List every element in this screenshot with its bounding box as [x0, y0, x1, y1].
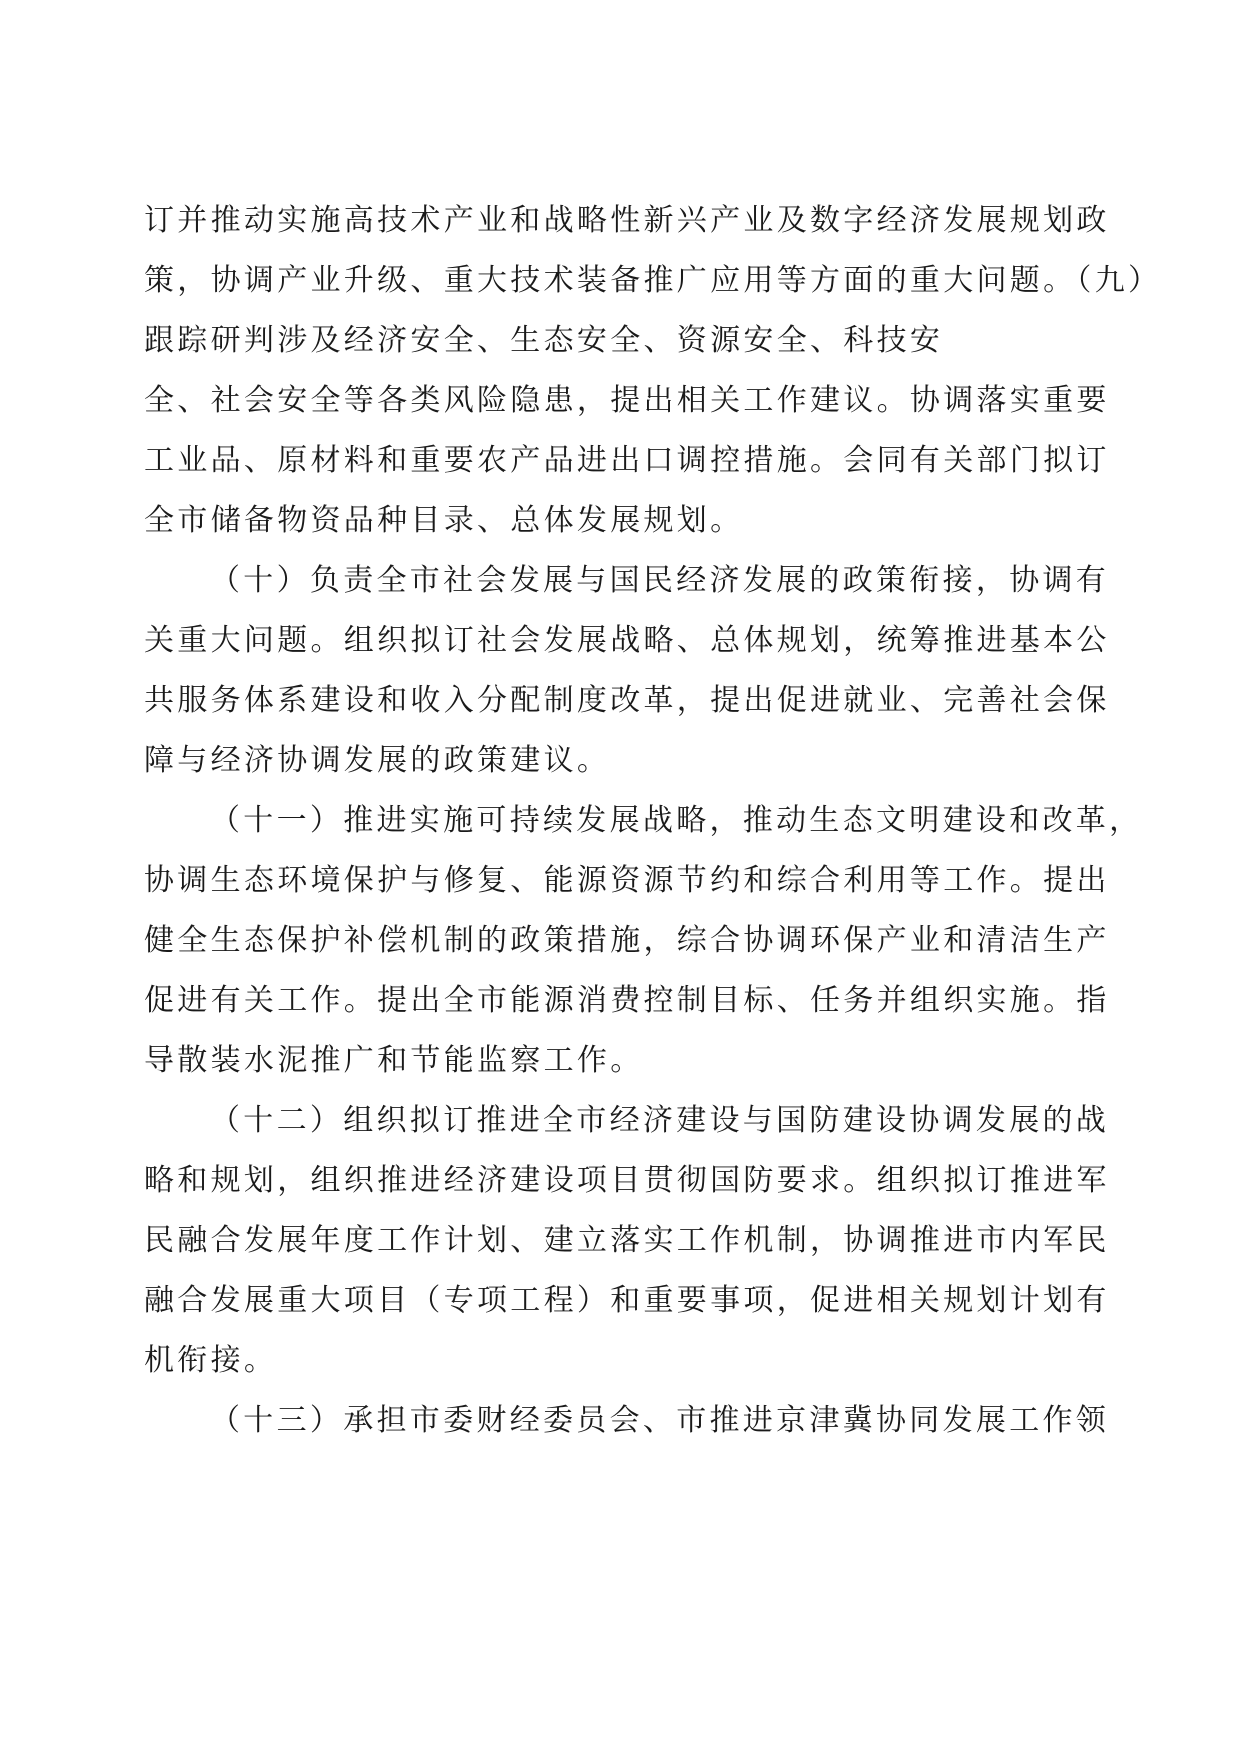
text-line: 协调生态环境保护与修复、能源资源节约和综合利用等工作。提出 [144, 863, 1110, 898]
text-line: 机衔接。 [144, 1343, 278, 1378]
text-line: 促进有关工作。提出全市能源消费控制目标、任务并组织实施。指 [144, 983, 1110, 1018]
text-line: 工业品、原材料和重要农产品进出口调控措施。会同有关部门拟订 [144, 443, 1110, 478]
text-line: 全市储备物资品种目录、总体发展规划。 [144, 503, 744, 538]
paragraph-12-first-line: （十二）组织拟订推进全市经济建设与国防建设协调发展的战 [210, 1103, 1110, 1138]
paragraph-13-first-line: （十三）承担市委财经委员会、市推进京津冀协同发展工作领 [210, 1403, 1110, 1438]
text-line: 订并推动实施高技术产业和战略性新兴产业及数字经济发展规划政 [144, 203, 1110, 238]
text-line: 民融合发展年度工作计划、建立落实工作机制，协调推进市内军民 [144, 1223, 1110, 1258]
text-line: 共服务体系建设和收入分配制度改革，提出促进就业、完善社会保 [144, 683, 1110, 718]
text-line: 健全生态保护补偿机制的政策措施，综合协调环保产业和清洁生产 [144, 923, 1110, 958]
text-line: 关重大问题。组织拟订社会发展战略、总体规划，统筹推进基本公 [144, 623, 1110, 658]
text-line: 全、社会安全等各类风险隐患，提出相关工作建议。协调落实重要 [144, 383, 1110, 418]
text-line: 障与经济协调发展的政策建议。 [144, 743, 611, 778]
paragraph-10-first-line: （十）负责全市社会发展与国民经济发展的政策衔接，协调有 [210, 563, 1110, 598]
text-line: 跟踪研判涉及经济安全、生态安全、资源安全、科技安 [144, 323, 944, 358]
text-line: 略和规划，组织推进经济建设项目贯彻国防要求。组织拟订推进军 [144, 1163, 1110, 1198]
text-line: 策，协调产业升级、重大技术装备推广应用等方面的重大问题。（九） [144, 263, 1162, 298]
text-line: 融合发展重大项目（专项工程）和重要事项，促进相关规划计划有 [144, 1283, 1110, 1318]
paragraph-11-first-line: （十一）推进实施可持续发展战略，推动生态文明建设和改革， [210, 803, 1143, 838]
text-line: 导散装水泥推广和节能监察工作。 [144, 1043, 644, 1078]
